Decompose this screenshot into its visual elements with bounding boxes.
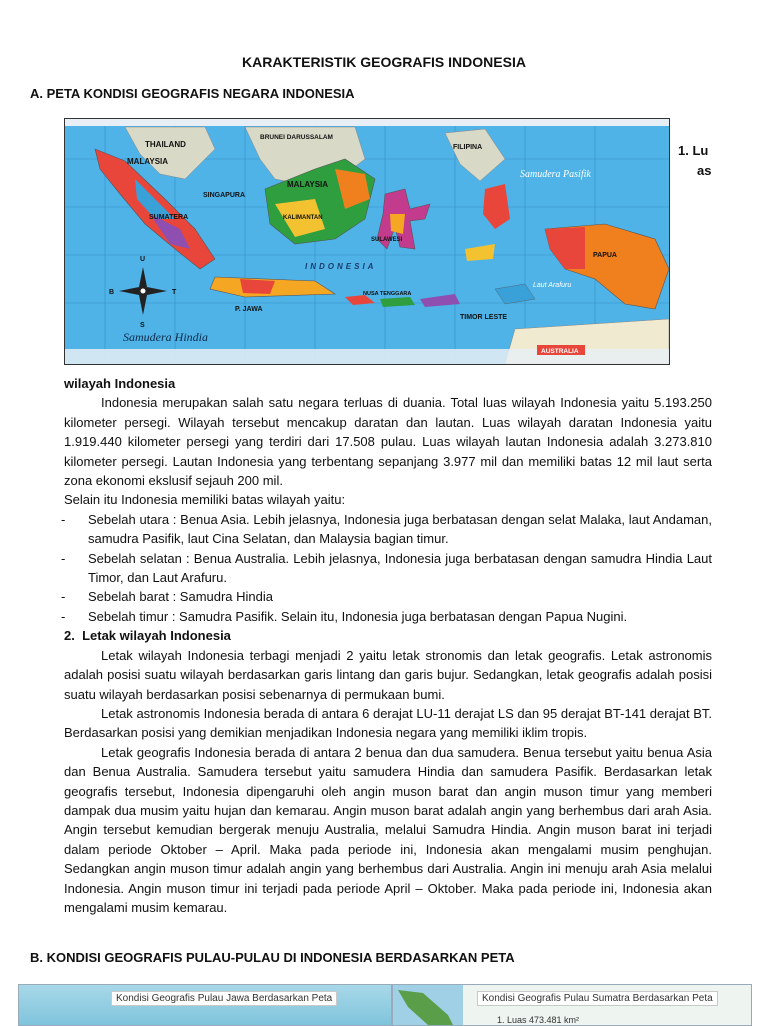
sumatra-island-graphic (393, 985, 463, 1025)
item-2-heading (64, 626, 712, 645)
border-item: - Sebelah selatan : Benua Australia. Lebih jelasnya, Indonesia juga berbatasan dengan samudra Hindia Laut Timor, dan Laut Arafuru. (64, 549, 712, 588)
sumatra-map-thumbnail (392, 984, 752, 1026)
paragraph-luas: Indonesia merupakan salah satu negara terluas di duania. Total luas wilayah Indonesia yaitu 5.193.250 kilometer persegi. Wilayah tersebut mencakup daratan dan lautan. Luas wilayah daratan Indonesia yaitu 1.919.440 kilometer persegi yang terdiri dari 17.508 pulau. Luas wilayah lautan Indonesia adalah 3.273.810 kilometer persegi. Lautan Indonesia yang terbentang sepanjang 3.977 mil dan memiliki batas 12 mil laut serta zona ekonomi ekslusif sejauh 200 mil. (64, 395, 712, 489)
map-label-singapura: SINGAPURA (203, 192, 246, 199)
indonesia-map (64, 118, 670, 365)
item-1-word-b: as (697, 163, 712, 178)
map-label-jawa: P. JAWA (235, 306, 263, 313)
compass-t: T (172, 289, 177, 296)
map-label-sumatera: SUMATERA (149, 214, 189, 221)
map-label-timor-leste: TIMOR LESTE (460, 314, 508, 321)
item-1-word-a: Lu (692, 143, 709, 158)
paragraph-letak: Letak wilayah Indonesia terbagi menjadi 2 yaitu letak stronomis dan letak geografis. Letak astronomis adalah posisi suatu wilayah berdasarkan garis lintang dan garis bujur. Sedangkan, letak geografis adalah posisi suatu wilayah berdasarkan posisi sebenarnya di permukaan bumi. (64, 647, 712, 702)
map-label-malaysia-east: MALAYSIA (287, 180, 329, 189)
compass-b: B (109, 289, 115, 296)
map-label-papua: PAPUA (593, 252, 617, 259)
item-1-heading-side (678, 141, 711, 181)
paragraph-geografis: Letak geografis Indonesia berada di antara 2 benua dan dua samudera. Benua tersebut yaitu benua Asia dan Benua Australia. Samudera tersebut yaitu samudera Hindia dan samudera Pasifik. Berdasarkan letak geografis tersebut, Indonesia dipengaruhi oleh angin muson barat dan angin muson timur yang memberi dampak dua musim yaitu hujan dan kemarau. Angin muson barat adalah angin yang berhembus dari arah Asia. Angin tersebut kemudian bergerak menuju Australia, melalui Samudra Hindia. Angin muson barat ini terjadi dalam periode Oktober – April. Maka pada periode ini, Indonesia akan mengalami musim penghujan. Sedangkan angin muson timur adalah angin yang berhembus dari Australia. Angin ini menuju arah Asia melalui Indonesia. Angin muson timur ini terjadi pada periode April – Oktober. Maka pada periode ini, Indonesia akan mengalami musim kemarau. (64, 744, 712, 915)
compass-s: S (140, 322, 145, 329)
jawa-map-thumbnail (18, 984, 392, 1026)
border-item: - Sebelah timur : Samudra Pasifik. Selain itu, Indonesia juga berbatasan dengan Papua Nugini. (64, 607, 712, 626)
map-label-brunei: BRUNEI DARUSSALAM (260, 134, 333, 141)
item-2-title: Letak wilayah Indonesia (82, 628, 231, 644)
sumatra-map-caption: Kondisi Geografis Pulau Sumatra Berdasarkan Peta (477, 991, 718, 1006)
item-1-heading-rest: wilayah Indonesia (64, 376, 176, 391)
map-label-australia: AUSTRALIA (541, 348, 579, 355)
map-label-nusa-tenggara: NUSA TENGGARA (363, 291, 412, 297)
sumatra-area-item: 1. Luas 473.481 km² (497, 1015, 580, 1025)
map-label-thailand: THAILAND (145, 140, 186, 149)
map-label-samudera-hindia: Samudera Hindia (123, 330, 208, 344)
map-label-samudera-pasifik: Samudera Pasifik (520, 169, 591, 180)
compass-u: U (140, 256, 146, 263)
page-title: KARAKTERISTIK GEOGRAFIS INDONESIA (242, 54, 526, 70)
section-a-heading: A. PETA KONDISI GEOGRAFIS NEGARA INDONESIA (30, 86, 355, 101)
map-graphic (65, 119, 669, 364)
item-1-number: 1. (678, 143, 689, 158)
document-body (64, 374, 712, 917)
map-label-kalimantan: KALIMANTAN (283, 215, 323, 221)
border-item: - Sebelah utara : Benua Asia. Lebih jelasnya, Indonesia juga berbatasan dengan selat Malaka, laut Andaman, samudra Pasifik, laut Cina Selatan, dan Malaysia bagian timur. (64, 510, 712, 549)
paragraph-batas-intro: Selain itu Indonesia memiliki batas wilayah yaitu: (64, 492, 346, 508)
paragraph-astronomis: Letak astronomis Indonesia berada di antara 6 derajat LU-11 derajat LS dan 95 derajat BT-141 derajat BT. Berdasarkan posisi yang demikian menjadikan Indonesia negara yang memiliki iklim tropis. (64, 705, 712, 741)
border-item: - Sebelah barat : Samudra Hindia (64, 587, 712, 606)
map-label-malaysia-west: MALAYSIA (127, 157, 169, 166)
map-label-filipina: FILIPINA (453, 144, 483, 151)
item-2-number: 2. (64, 628, 75, 644)
map-label-laut-arafuru: Laut Arafuru (533, 282, 572, 289)
map-label-indonesia: INDONESIA (305, 262, 377, 271)
jawa-map-caption: Kondisi Geografis Pulau Jawa Berdasarkan Peta (111, 991, 337, 1006)
map-label-sulawesi: SULAWESI (371, 237, 403, 243)
section-b-heading: B. KONDISI GEOGRAFIS PULAU-PULAU DI INDONESIA BERDASARKAN PETA (30, 950, 515, 965)
